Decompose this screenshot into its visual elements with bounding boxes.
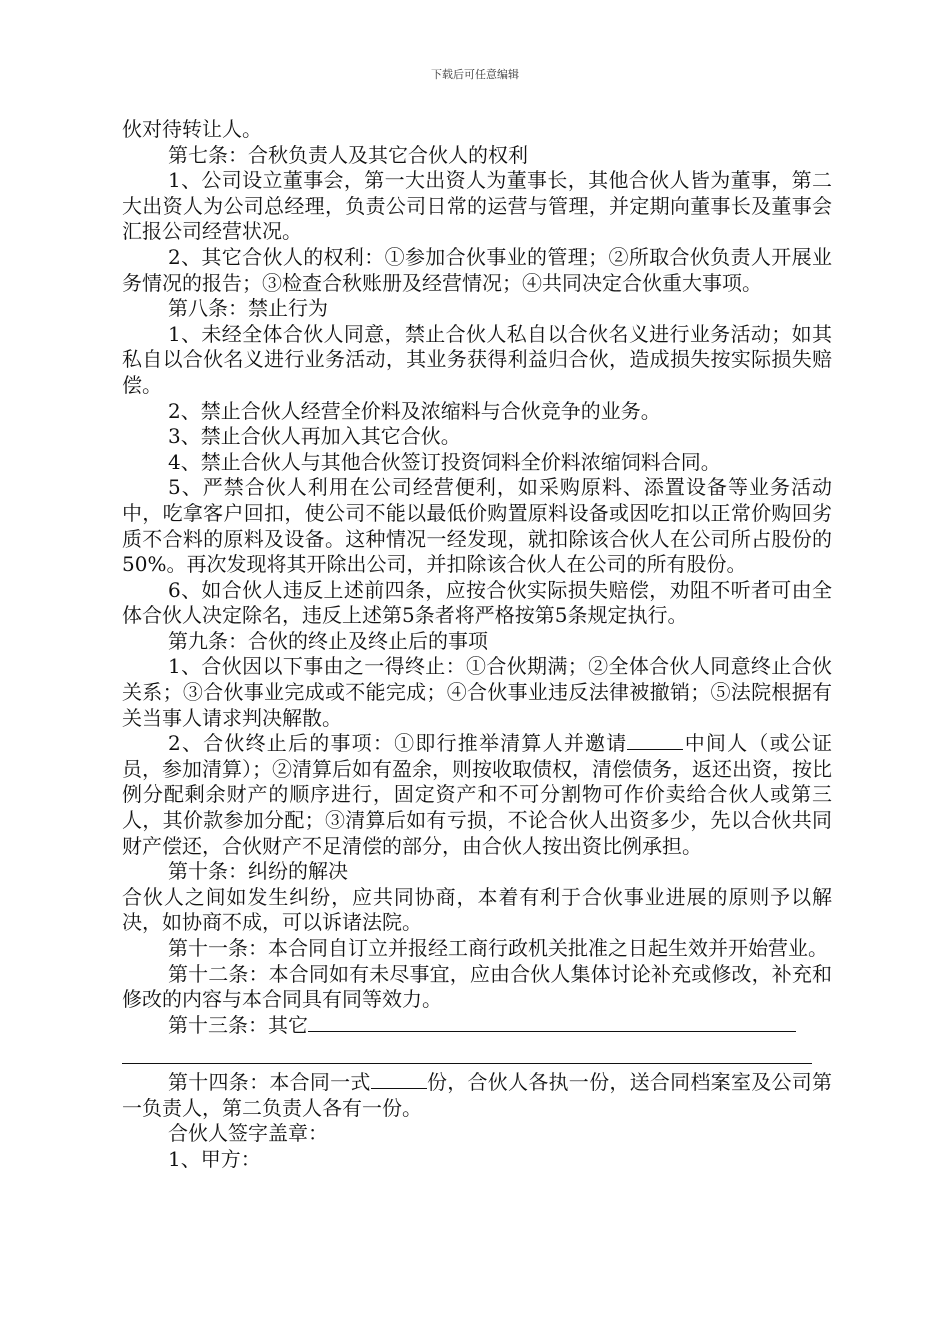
article-heading: 第九条：合伙的终止及终止后的事项 xyxy=(168,628,488,653)
paragraph-text: 2、合伙终止后的事项：①即行推举清算人并邀请 xyxy=(168,731,628,756)
paragraph xyxy=(122,731,832,859)
paragraph: 4、禁止合伙人与其他合伙签订投资饲料全价料浓缩饲料合同。 xyxy=(168,449,721,474)
paragraph-text: 中间人（或公证员，参加清算）；②清算后如有盈余，则按收取债权，清偿债务，返还出资，按比例分配剩余财产的顺序进行，固定资产和不可分割物可作价卖给合伙人或第三人，其价款参加分配；③清算后如有亏损，不论合伙人出资多少，先以合伙共同财产偿还，合伙财产不足清偿的部分，由合伙人按出资比例承担。 xyxy=(122,731,832,858)
document-body xyxy=(122,117,832,1172)
paragraph: 1、公司设立董事会，第一大出资人为董事长，其他合伙人皆为董事，第二大出资人为公司总经理，负责公司日常的运营与管理，并定期向董事长及董事会汇报公司经营状况。 xyxy=(122,168,832,244)
paragraph-text: 第十三条：其它 xyxy=(168,1012,308,1037)
fill-in-line[interactable] xyxy=(122,1038,812,1064)
paragraph: 5、严禁合伙人利用在公司经营便利，如采购原料、添置设备等业务活动中，吃拿客户回扣，使公司不能以最低价购置原料设备或因吃扣以正常价购回劣质不合料的原料及设备。这种情况一经发现，就扣除该合伙人在公司所占股份的50%。再次发现将其开除出公司，并扣除该合伙人在公司的所有股份。 xyxy=(122,475,832,577)
article-heading: 第十条：纠纷的解决 xyxy=(168,859,348,884)
paragraph: 1、合伙因以下事由之一得终止：①合伙期满；②全体合伙人同意终止合伙关系；③合伙事业完成或不能完成；④合伙事业违反法律被撤销；⑤法院根据有关当事人请求判决解散。 xyxy=(122,654,832,730)
paragraph xyxy=(122,1070,832,1121)
article-heading: 第七条：合秋负责人及其它合伙人的权利 xyxy=(168,142,528,167)
paragraph: 合伙人之间如发生纠纷，应共同协商，本着有利于合伙事业进展的原则予以解决，如协商不成，可以诉诸法院。 xyxy=(122,884,832,935)
article-heading: 第八条：禁止行为 xyxy=(168,296,328,321)
paragraph: 3、禁止合伙人再加入其它合伙。 xyxy=(168,424,461,449)
paragraph: 合伙人签字盖章： xyxy=(168,1121,328,1146)
paragraph: 2、其它合伙人的权利：①参加合伙事业的管理；②所取合伙负责人开展业务情况的报告；③检查合秋账册及经营情况；④共同决定合伙重大事项。 xyxy=(122,244,832,295)
paragraph: 2、禁止合伙人经营全价料及浓缩料与合伙竞争的业务。 xyxy=(168,398,661,423)
paragraph xyxy=(122,1013,832,1039)
paragraph: 伙对待转让人。 xyxy=(122,117,262,141)
paragraph: 1、甲方： xyxy=(168,1146,261,1171)
fill-in-blank[interactable] xyxy=(371,1070,427,1089)
fill-in-blank[interactable] xyxy=(308,1013,796,1032)
paragraph: 1、未经全体合伙人同意，禁止合伙人私自以合伙名义进行业务活动；如其私自以合伙名义进行业务活动，其业务获得利益归合伙，造成损失按实际损失赔偿。 xyxy=(122,321,832,397)
paragraph-text: 第十四条：本合同一式 xyxy=(168,1069,371,1094)
paragraph: 第十一条：本合同自订立并报经工商行政机关批准之日起生效并开始营业。 xyxy=(168,936,828,960)
paragraph: 第十二条：本合同如有未尽事宜，应由合伙人集体讨论补充或修改，补充和修改的内容与本合同具有同等效力。 xyxy=(122,961,832,1012)
paragraph: 6、如合伙人违反上述前四条，应按合伙实际损失赔偿，劝阻不听者可由全体合伙人决定除名，违反上述第5条者将严格按第5条规定执行。 xyxy=(122,577,832,628)
paragraph-text: 份，合伙人各执一份，送合同档案室及公司第一负责人，第二负责人各有一份。 xyxy=(122,1069,833,1120)
page-header: 下载后可任意编辑 xyxy=(431,68,519,81)
fill-in-blank[interactable] xyxy=(627,731,683,750)
